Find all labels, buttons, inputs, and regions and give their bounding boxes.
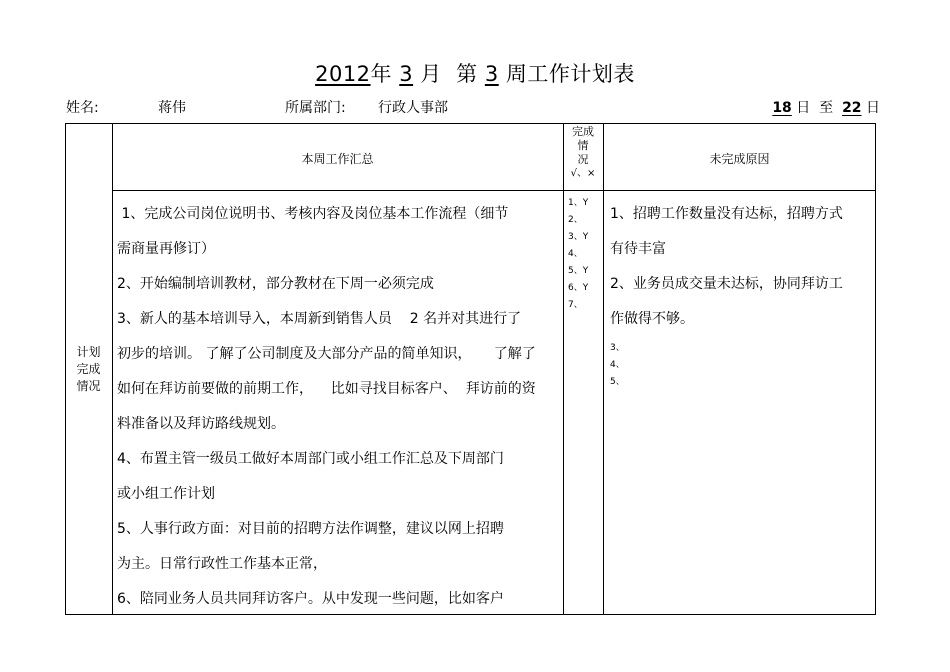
row-label-line: 情况 <box>76 379 101 393</box>
reason-line: 5、 <box>610 377 625 387</box>
row-label-line: 完成 <box>76 362 101 376</box>
date-day-label-2: 日 <box>866 100 880 116</box>
table-divider <box>603 123 604 615</box>
summary-line: 或小组工作计划 <box>117 486 215 502</box>
summary-line: 如何在拜访前要做的前期工作， 比如寻找目标客户、 拜访前的资 <box>117 381 536 397</box>
summary-line: 1、完成公司岗位说明书、考核内容及岗位基本工作流程（细节 <box>117 206 509 222</box>
header-status <box>563 125 603 181</box>
page-title <box>0 58 950 88</box>
name-value: 蒋伟 <box>158 100 186 116</box>
status-item: 5、Y <box>568 266 589 276</box>
title-month-suffix: 月 <box>420 62 442 86</box>
status-list <box>568 195 588 314</box>
date-day-label-1: 日 <box>796 100 811 116</box>
reason-line: 2、业务员成交量未达标，协同拜访工 <box>610 276 843 292</box>
header-status-line: √、× <box>570 168 596 179</box>
header-summary: 本周工作汇总 <box>301 152 374 166</box>
summary-line: 料准备以及拜访路线规划。 <box>117 416 285 432</box>
name-label: 姓名: <box>66 100 99 116</box>
summary-line: 2、开始编制培训教材，部分教材在下周一必须完成 <box>117 276 434 292</box>
table-divider <box>563 123 564 615</box>
dept-label: 所属部门: <box>285 100 346 116</box>
summary-line: 为主。日常行政性工作基本正常， <box>117 556 327 572</box>
row-label-line: 计划 <box>76 345 101 359</box>
status-item: 7、 <box>568 300 583 310</box>
title-week-prefix: 第 <box>456 62 478 86</box>
work-summary <box>117 200 559 620</box>
date-range <box>772 97 880 117</box>
summary-line: 5、人事行政方面：对目前的招聘方法作调整，建议以网上招聘 <box>117 521 504 537</box>
reason-line: 3、 <box>610 343 625 353</box>
date-to-label: 至 <box>819 100 834 116</box>
status-item: 2、 <box>568 215 583 225</box>
reason-line: 4、 <box>610 360 625 370</box>
summary-line: 需商量再修订） <box>117 241 215 257</box>
header-status-line: 情 <box>577 139 589 152</box>
title-month: 3 <box>399 62 414 86</box>
header-reason: 未完成原因 <box>709 152 770 166</box>
status-item: 3、Y <box>568 232 589 242</box>
table-header-divider <box>112 190 876 191</box>
title-week: 3 <box>484 62 499 86</box>
status-item: 6、Y <box>568 283 589 293</box>
status-item: 1、Y <box>568 198 589 208</box>
table-divider <box>112 123 113 615</box>
reason-line: 作做得不够。 <box>610 311 694 327</box>
date-to: 22 <box>842 100 862 116</box>
row-label <box>65 344 112 395</box>
incomplete-reasons <box>610 200 872 391</box>
date-from: 18 <box>772 100 792 116</box>
title-text: 周工作计划表 <box>505 62 635 86</box>
summary-line: 3、新人的基本培训导入，本周新到销售人员 2 名并对其进行了 <box>117 311 522 327</box>
status-item: 4、 <box>568 249 583 259</box>
reason-line: 有待丰富 <box>610 241 666 257</box>
header-status-line: 完成 <box>572 125 594 138</box>
summary-line: 4、布置主管一级员工做好本周部门或小组工作汇总及下周部门 <box>117 451 504 467</box>
reason-line: 1、招聘工作数量没有达标，招聘方式 <box>610 206 843 222</box>
title-year-suffix: 年 <box>370 62 393 86</box>
header-status-line: 况 <box>577 153 589 166</box>
dept-value: 行政人事部 <box>378 100 448 116</box>
title-year: 2012 <box>315 62 371 86</box>
summary-line: 初步的培训。 了解了公司制度及大部分产品的简单知识， 了解了 <box>117 346 536 362</box>
summary-line: 6、陪同业务人员共同拜访客户。从中发现一些问题，比如客户 <box>117 591 504 607</box>
